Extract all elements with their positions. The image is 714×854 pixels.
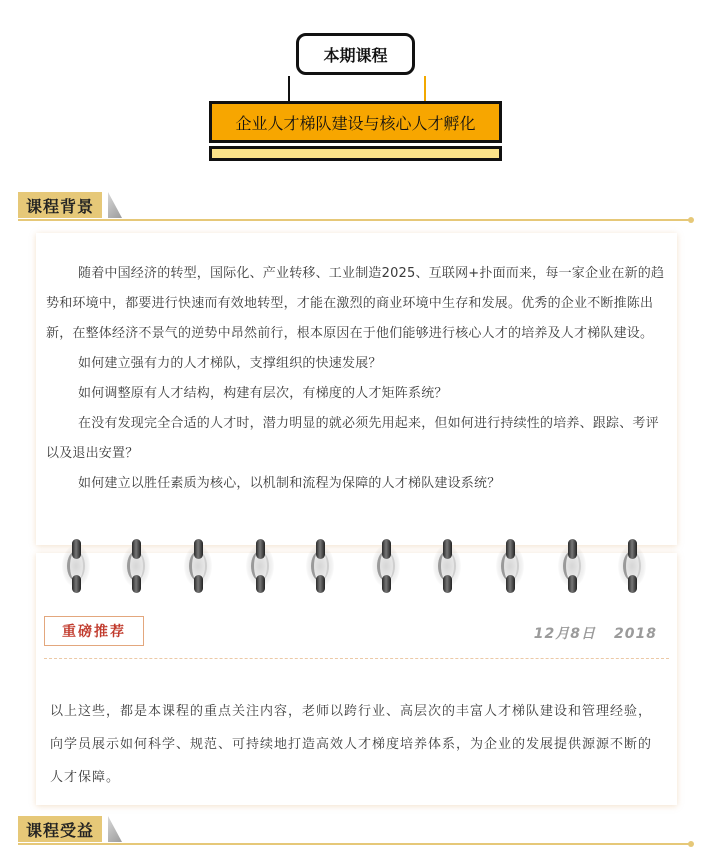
background-paragraph: 随着中国经济的转型，国际化、产业转移、工业制造2025、互联网+扑面而来，每一家企业在新的趋势和环境中，都要进行快速而有效地转型，才能在激烈的商业环境中生存和发展。优秀的企业不断推陈出新，在整体经济不景气的逆势中昂然前行，根本原因在于他们能够进行核心人才的培养及人才梯队建设。 (46, 266, 665, 341)
connector-line-right (424, 76, 426, 102)
background-question: 如何建立以胜任素质为核心，以机制和流程为保障的人才梯队建设系统？ (78, 476, 501, 491)
dashed-divider (44, 658, 669, 659)
binder-ring-icon (306, 537, 334, 595)
section-header-background (18, 192, 694, 220)
section-rule (18, 219, 690, 221)
section-label: 课程背景 (18, 192, 102, 218)
date-stamp (534, 623, 657, 643)
section-label: 课程受益 (18, 816, 102, 842)
binder-ring-icon (558, 537, 586, 595)
background-card (36, 233, 677, 545)
recommend-summary: 以上这些，都是本课程的重点关注内容，老师以跨行业、高层次的丰富人才梯队建设和管理经验，向学员展示如何科学、规范、可持续地打造高效人才梯度培养体系，为企业的发展提供源源不断的人才保障。 (50, 704, 653, 785)
binder-ring-icon (62, 537, 90, 595)
background-question: 如何建立强有力的人才梯队，支撑组织的快速发展？ (78, 356, 382, 371)
section-rule-dot (688, 217, 694, 223)
course-title-underlay (209, 146, 502, 161)
background-question: 如何调整原有人才结构，构建有层次，有梯度的人才矩阵系统？ (78, 386, 448, 401)
binder-rings (36, 537, 677, 595)
background-question: 在没有发现完全合适的人才时，潜力明显的就必须先用起来，但如何进行持续性的培养、跟踪、考评以及退出安置？ (46, 416, 659, 461)
section-header-benefits (18, 816, 694, 844)
section-rule (18, 843, 690, 845)
section-rule-dot (688, 841, 694, 847)
course-title: 企业人才梯队建设与核心人才孵化 (209, 101, 502, 143)
binder-ring-icon (372, 537, 400, 595)
binder-ring-icon (496, 537, 524, 595)
course-badge: 本期课程 (296, 33, 415, 75)
binder-ring-icon (433, 537, 461, 595)
connector-line-left (288, 76, 290, 102)
date-day: 12月8日 (533, 626, 597, 642)
recommend-badge: 重磅推荐 (44, 616, 144, 646)
binder-ring-icon (184, 537, 212, 595)
date-year: 2018 (614, 626, 657, 642)
binder-ring-icon (246, 537, 274, 595)
section-fold-icon (108, 192, 122, 218)
binder-ring-icon (122, 537, 150, 595)
binder-ring-icon (618, 537, 646, 595)
section-fold-icon (108, 816, 122, 842)
